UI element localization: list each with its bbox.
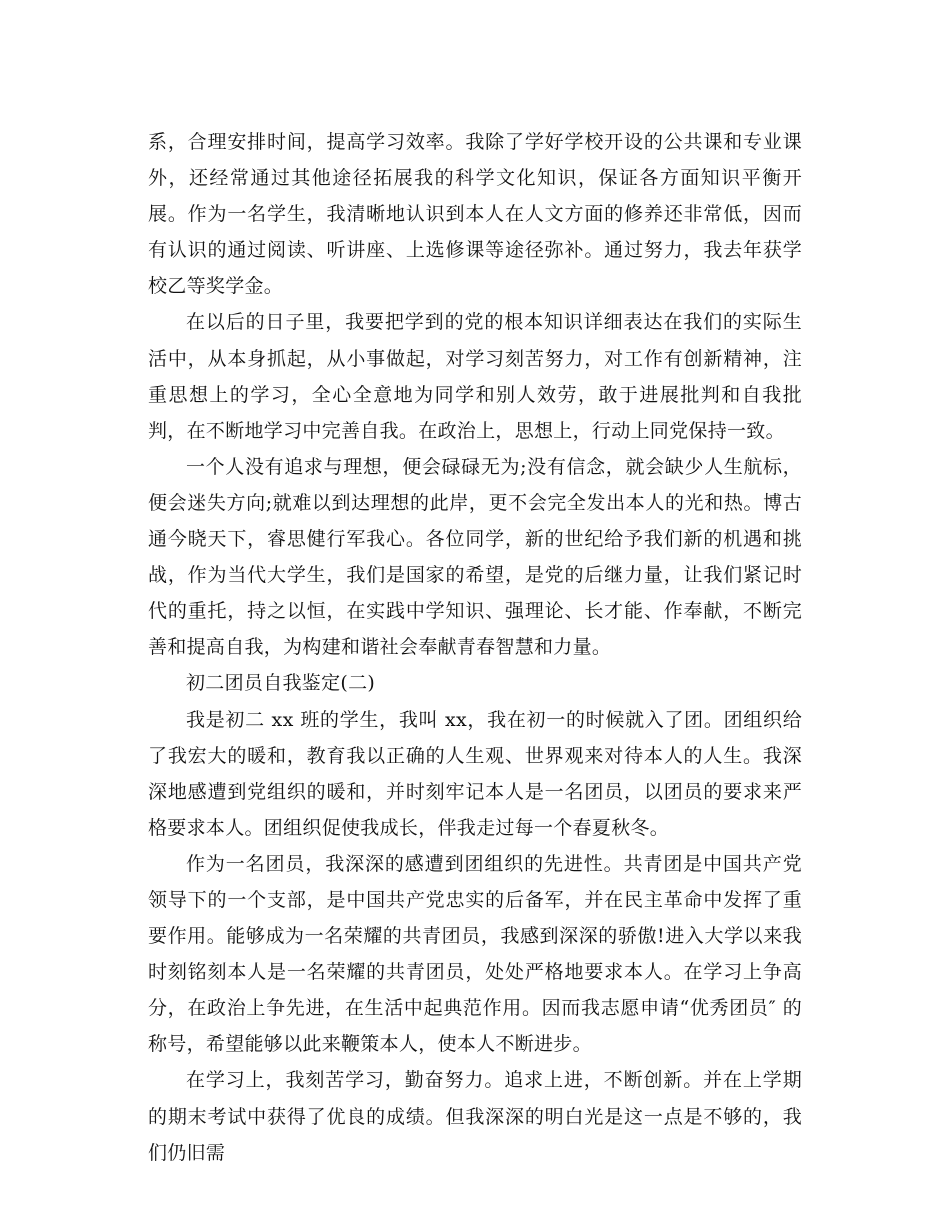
- paragraph: 一个人没有追求与理想，便会碌碌无为;没有信念，就会缺少人生航标，便会迷失方向;就难以到达理想的此岸，更不会完全发出本人的光和热。博古通今晓天下，睿思健行军我心。各位同学，新的世纪给予我们新的机遇和挑战，作为当代大学生，我们是国家的希望，是党的后继力量，让我们紧记时代的重托，持之以恒，在实践中学知识、强理论、长才能、作奉献，不断完善和提高自我，为构建和谐社会奉献青春智慧和力量。: [148, 455, 802, 659]
- paragraph: 作为一名团员，我深深的感遭到团组织的先进性。共青团是中国共产党领导下的一个支部，是中国共产党忠实的后备军，并在民主革命中发挥了重要作用。能够成为一名荣耀的共青团员，我感到深深的骄傲!进入大学以来我时刻铭刻本人是一名荣耀的共青团员，处处严格地要求本人。在学习上争高分，在政治上争先进，在生活中起典范作用。因而我志愿申请“优秀团员″ 的称号，希望能够以此来鞭策本人，使本人不断进步。: [148, 852, 802, 1056]
- document-body: [148, 124, 802, 1171]
- paragraph: 在以后的日子里，我要把学到的党的根本知识详细表达在我们的实际生活中，从本身抓起，从小事做起，对学习刻苦努力，对工作有创新精神，注重思想上的学习，全心全意地为同学和别人效劳，敢于进展批判和自我批判，在不断地学习中完善自我。在政治上，思想上，行动上同党保持一致。: [148, 311, 802, 442]
- paragraph: 系，合理安排时间，提高学习效率。我除了学好学校开设的公共课和专业课外，还经常通过其他途径拓展我的科学文化知识，保证各方面知识平衡开展。作为一名学生，我清晰地认识到本人在人文方面的修养还非常低，因而有认识的通过阅读、听讲座、上选修课等途径弥补。通过努力，我去年获学校乙等奖学金。: [148, 131, 802, 298]
- paragraph: 我是初二 xx 班的学生，我叫 xx，我在初一的时候就入了团。团组织给了我宏大的暖和，教育我以正确的人生观、世界观来对待本人的人生。我深深地感遭到党组织的暖和，并时刻牢记本人是一名团员，以团员的要求来严格要求本人。团组织促使我成长，伴我走过每一个春夏秋冬。: [148, 708, 802, 839]
- section-heading: 初二团员自我鉴定(二): [186, 672, 376, 695]
- paragraph: 在学习上，我刻苦学习，勤奋努力。追求上进，不断创新。并在上学期的期末考试中获得了优良的成绩。但我深深的明白光是这一点是不够的，我们仍旧需: [148, 1069, 802, 1164]
